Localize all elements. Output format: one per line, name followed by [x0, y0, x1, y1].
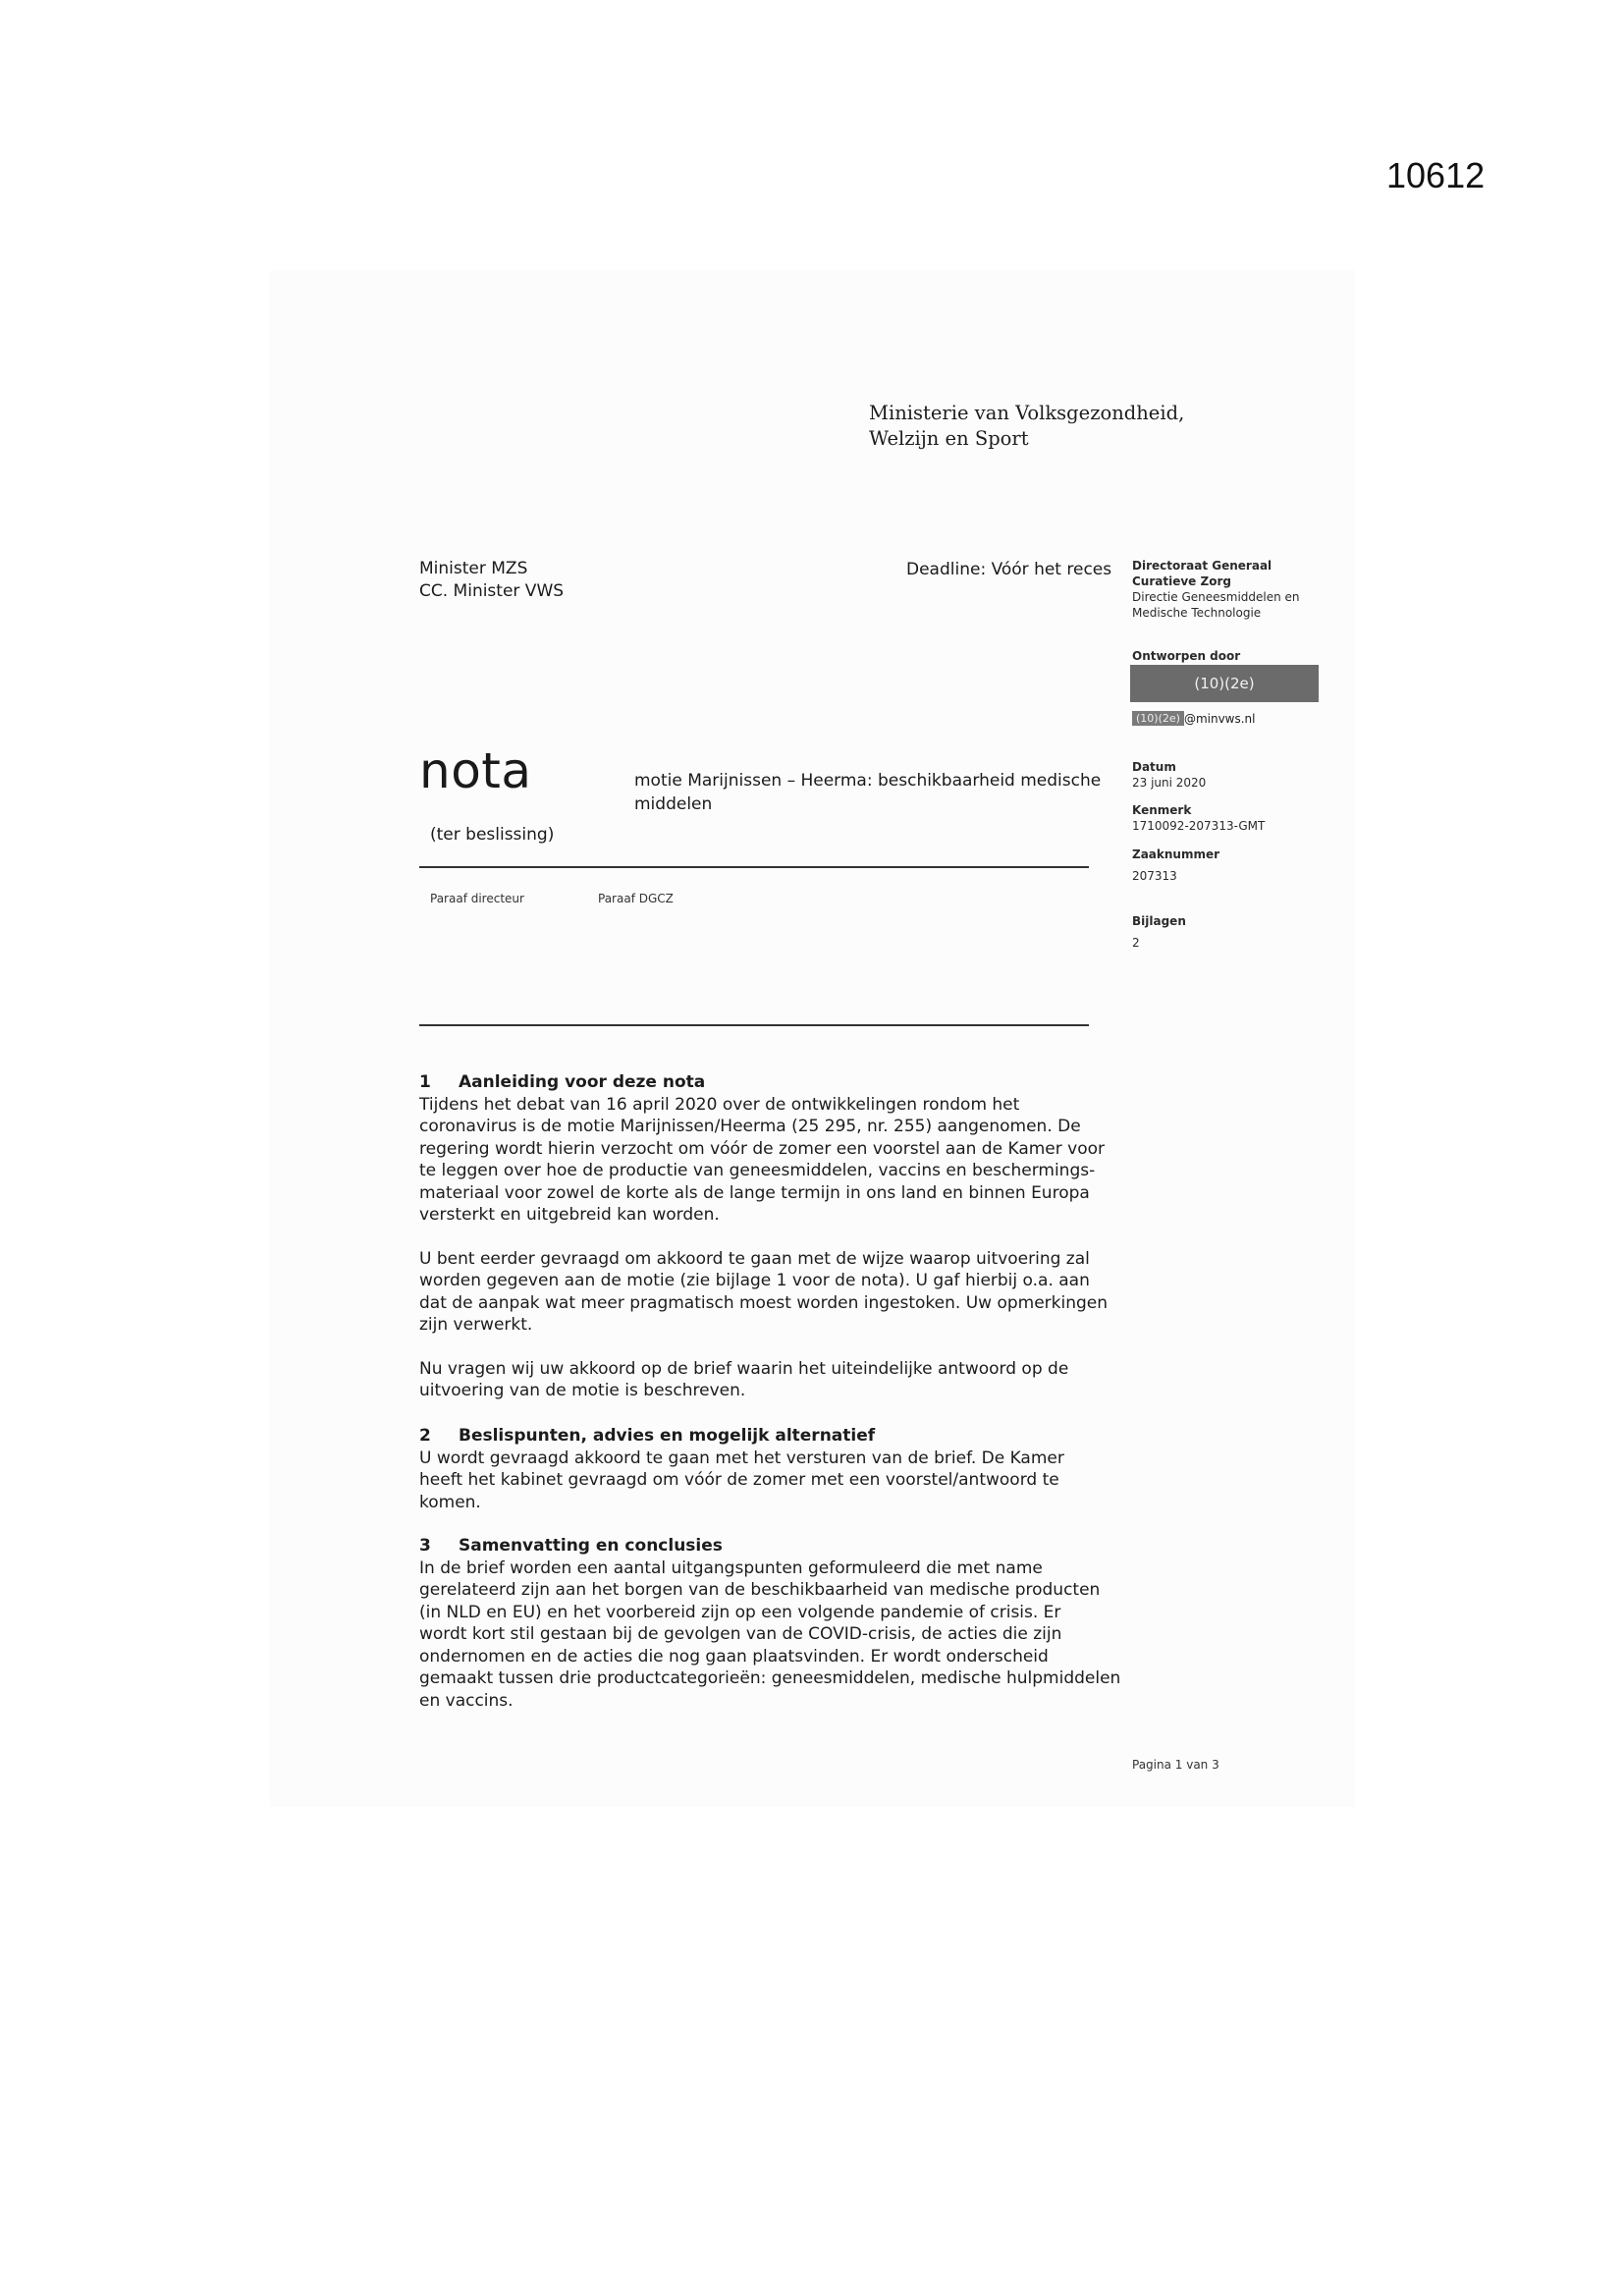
addressee-line-1: Minister MZS	[419, 559, 528, 578]
paragraph	[419, 1094, 1126, 1227]
kenmerk-value: 1710092-207313-GMT	[1132, 819, 1266, 833]
datum-value: 23 juni 2020	[1132, 776, 1207, 790]
dept-line-2: Curatieve Zorg	[1132, 574, 1231, 588]
paraaf-dgcz: Paraaf DGCZ	[598, 892, 674, 905]
section-title: Samenvatting en conclusies	[459, 1536, 723, 1556]
text-line: U wordt gevraagd akkoord te gaan met het versturen van de brief. De Kamer	[419, 1448, 1064, 1468]
text-line: U bent eerder gevraagd om akkoord te gaan met de wijze waarop uitvoering zal	[419, 1248, 1090, 1269]
deadline: Deadline: Vóór het reces	[906, 560, 1112, 579]
text-line: versterkt en uitgebreid kan worden.	[419, 1205, 720, 1225]
section-heading	[419, 1535, 1126, 1558]
section-number: 2	[419, 1426, 431, 1446]
nota-title: nota	[419, 742, 532, 799]
addressee-line-2: CC. Minister VWS	[419, 581, 565, 601]
text-line: te leggen over hoe de productie van geneesmiddelen, vaccins en beschermings-	[419, 1161, 1096, 1180]
text-line: Tijdens het debat van 16 april 2020 over de ontwikkelingen rondom het	[419, 1094, 1020, 1115]
author-email	[1132, 711, 1256, 726]
section-title: Beslispunten, advies en mogelijk alternatief	[459, 1426, 876, 1446]
sidebar-zaaknummer	[1132, 847, 1324, 884]
text-line: gerelateerd zijn aan het borgen van de beschikbaarheid van medische producten	[419, 1580, 1101, 1600]
text-line: In de brief worden een aantal uitgangspunten geformuleerd die met name	[419, 1558, 1043, 1578]
dept-line-4: Medische Technologie	[1132, 606, 1262, 620]
sidebar-bijlagen	[1132, 913, 1324, 951]
paraaf-directeur: Paraaf directeur	[430, 892, 524, 905]
divider-bottom	[419, 1024, 1089, 1026]
page-footer: Pagina 1 van 3	[1132, 1758, 1219, 1772]
datum-label: Datum	[1132, 760, 1176, 774]
bijlagen-label: Bijlagen	[1132, 914, 1186, 928]
text-line: coronavirus is de motie Marijnissen/Heerma (25 295, nr. 255) aangenomen. De	[419, 1117, 1081, 1136]
email-domain: @minvws.nl	[1183, 711, 1256, 726]
ministry-line-2: Welzijn en Sport	[869, 427, 1029, 450]
section-heading	[419, 1425, 1126, 1448]
text-line: (in NLD en EU) en het voorbereid zijn op een volgende pandemie of crisis. Er	[419, 1602, 1061, 1622]
text-line: dat de aanpak wat meer pragmatisch moest worden ingestoken. Uw opmerkingen	[419, 1292, 1109, 1313]
ministry-header	[869, 401, 1184, 452]
text-line: Nu vragen wij uw akkoord op de brief waarin het uiteindelijke antwoord op de	[419, 1358, 1069, 1379]
divider-top	[419, 866, 1089, 868]
section-heading	[419, 1071, 1126, 1094]
paragraph	[419, 1248, 1126, 1337]
paragraph	[419, 1448, 1126, 1514]
section-number: 3	[419, 1536, 431, 1556]
section-2	[419, 1425, 1126, 1513]
redaction-email: (10)(2e)	[1132, 711, 1184, 726]
sidebar-datum	[1132, 759, 1324, 791]
text-line: regering wordt hierin verzocht om vóór de zomer een voorstel aan de Kamer voor	[419, 1138, 1105, 1159]
subject-line-2: middelen	[634, 794, 713, 814]
ontworpen-door-label: Ontworpen door	[1132, 649, 1241, 663]
nota-subject	[634, 769, 1106, 816]
text-line: gemaakt tussen drie productcategorieën: geneesmiddelen, medische hulpmiddelen	[419, 1668, 1121, 1688]
section-3	[419, 1535, 1126, 1712]
subject-line-1: motie Marijnissen – Heerma: beschikbaarheid medische	[634, 771, 1102, 791]
text-line: en vaccins.	[419, 1690, 514, 1711]
text-line: heeft het kabinet gevraagd om vóór de zomer met een voorstel/antwoord te	[419, 1470, 1059, 1490]
addressee-block	[419, 558, 564, 603]
text-line: ondernomen en de acties die nog gaan plaatsvinden. Er wordt onderscheid	[419, 1646, 1049, 1667]
section-number: 1	[419, 1072, 431, 1092]
bijlagen-value: 2	[1132, 936, 1140, 950]
dept-line-1: Directoraat Generaal	[1132, 559, 1272, 573]
ministry-line-1: Ministerie van Volksgezondheid,	[869, 402, 1185, 424]
text-line: uitvoering van de motie is beschreven.	[419, 1381, 746, 1400]
text-line: komen.	[419, 1492, 481, 1512]
text-line: zijn verwerkt.	[419, 1315, 533, 1335]
text-line: wordt kort stil gestaan bij de gevolgen van de COVID-crisis, de acties die zijn	[419, 1624, 1062, 1644]
section-title: Aanleiding voor deze nota	[459, 1072, 706, 1092]
sidebar-department	[1132, 558, 1324, 621]
kenmerk-label: Kenmerk	[1132, 803, 1192, 817]
text-line: worden gegeven aan de motie (zie bijlage 1 voor de nota). U gaf hierbij o.a. aan	[419, 1271, 1090, 1290]
sidebar-kenmerk	[1132, 802, 1324, 834]
section-1	[419, 1071, 1126, 1402]
paragraph	[419, 1558, 1126, 1713]
paragraph	[419, 1358, 1126, 1402]
zaaknummer-value: 207313	[1132, 869, 1177, 883]
redaction-author: (10)(2e)	[1130, 665, 1319, 702]
text-line: materiaal voor zowel de korte als de lange termijn in ons land en binnen Europa	[419, 1182, 1090, 1203]
zaaknummer-label: Zaaknummer	[1132, 847, 1220, 861]
nota-subtitle: (ter beslissing)	[430, 825, 555, 845]
dept-line-3: Directie Geneesmiddelen en	[1132, 590, 1300, 604]
page-number: 10612	[1386, 155, 1486, 195]
